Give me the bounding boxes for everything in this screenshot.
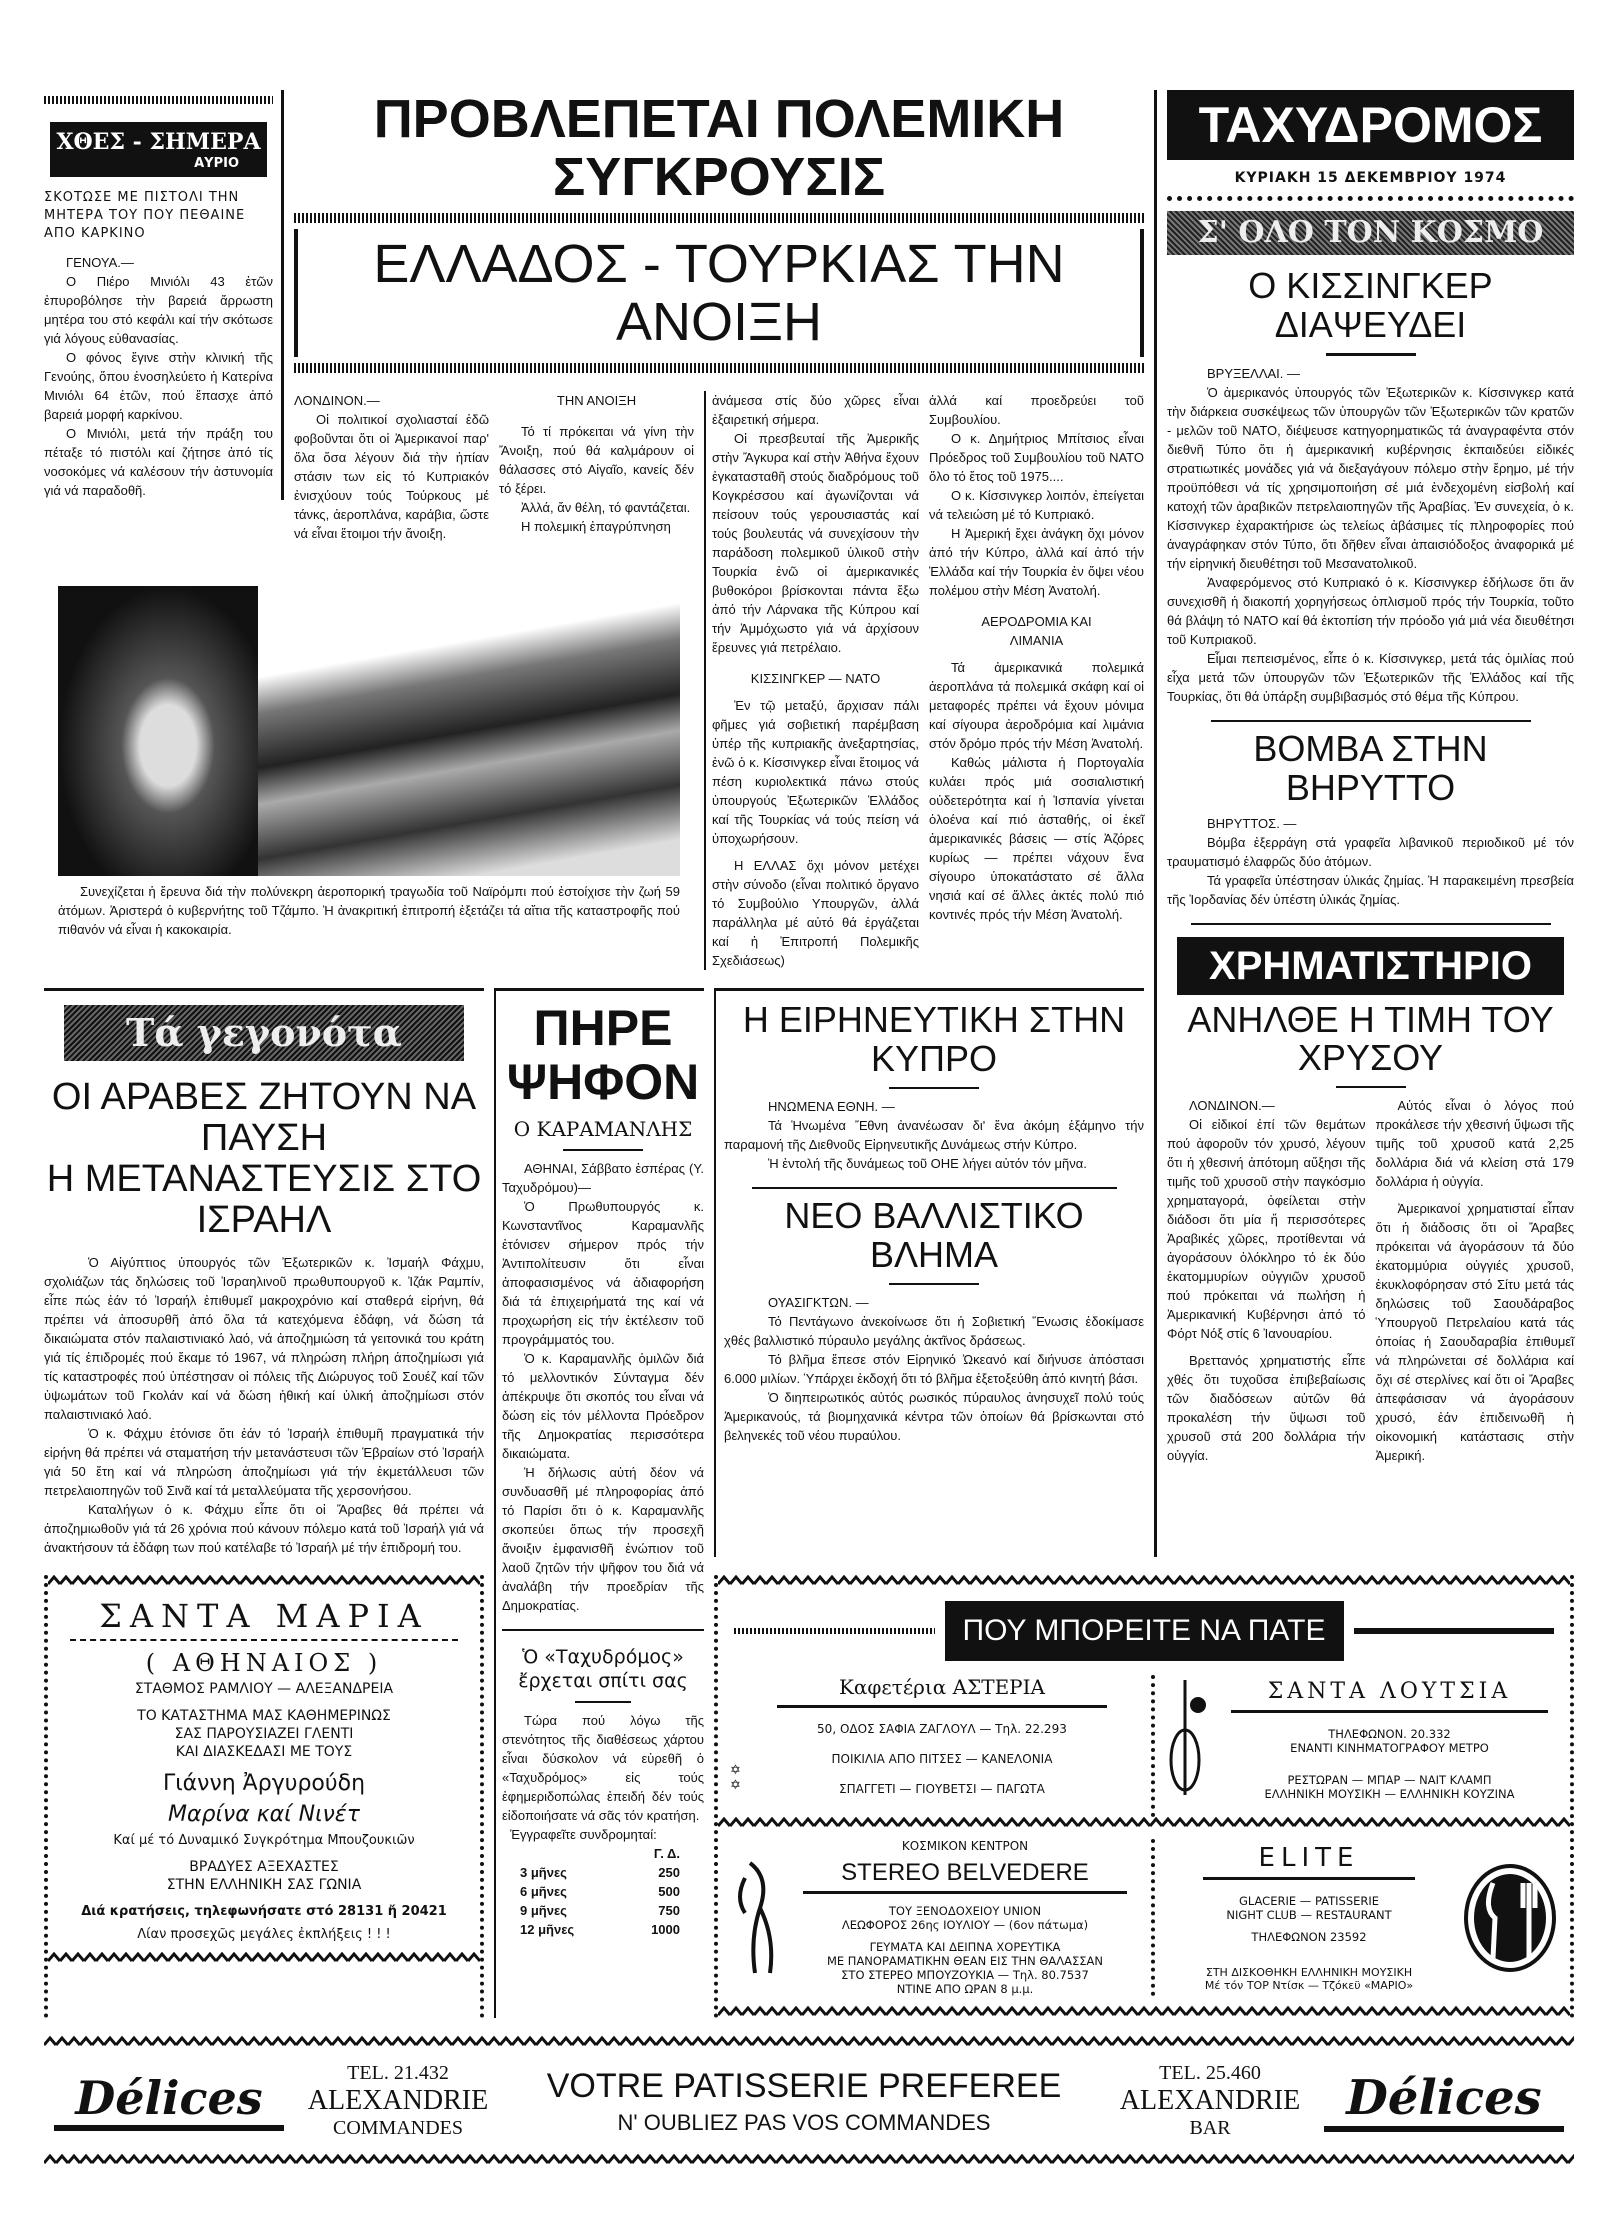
asteria-line: ΠΟΙΚΙΛΙΑ ΑΠΟ ΠΙΤΣΕΣ — ΚΑΝΕΛΟΝΙΑ — [831, 1752, 1053, 1767]
belvedere-address: ΛΕΩΦΟΡΟΣ 26ης ΙΟΥΛΙΟΥ — (6ον πάτωμα) — [841, 1918, 1089, 1933]
delices-logo-left: Délices — [54, 2071, 284, 2131]
main-col-4-subhead: ΑΕΡΟΔΡΟΜΙΑ ΚΑΙ ΛΙΜΑΝΙΑ — [981, 614, 1092, 649]
main-col-2 — [499, 391, 694, 536]
where-to-go-ad-border — [718, 1817, 1570, 1829]
where-to-go-ad-border — [718, 1575, 1570, 1587]
cyprus-headline: Η ΕΙΡΗΝΕΥΤΙΚΗ ΣΤΗΝ ΚΥΠΡΟ — [742, 999, 1126, 1080]
stock-exchange-banner-text: ΧΡΗΜΑΤΙΣΤΗΡΙΟ — [1209, 943, 1532, 988]
santa-maria-line: ΚΑΙ ΔΙΑΣΚΕΔΑΣΙ ΜΕ ΤΟΥΣ — [175, 1744, 353, 1761]
elite-line: Μέ τόν ΤΟΡ Ντίσκ — Τζόκεϋ «ΜΑΡΙΟ» — [1204, 1979, 1414, 1993]
plane-wreckage-image — [258, 586, 680, 876]
missile-dateline: ΟΥΑΣΙΓΚΤΩΝ. — — [768, 1294, 869, 1310]
cyprus-body — [724, 1097, 1144, 1173]
column-box-title — [50, 122, 267, 177]
asteria-address: 50, ΟΔΟΣ ΣΑΦΙΑ ΖΑΓΛΟΥΛ — Τηλ. 22.293 — [817, 1722, 1067, 1737]
where-to-go-banner-text: ΠΟΥ ΜΠΟΡΕΙΤΕ ΝΑ ΠΑΤΕ — [962, 1614, 1326, 1648]
main-col-3-paragraph: Η ΕΛΛΑΣ ὄχι μόνον μετέχει στὴν σύνοδο (εἶναι πολιτικό ὄργανο τό Συμβούλιο Υπουργῶν, ἀλλά παράλληλα μέ αὐτό θά ἐργάζεται καί ἡ Ἐπιτροπή Πολεμικῆς Σχεδιάσεως) — [712, 858, 919, 969]
elite-line: ΣΤΗ ΔΙΣΚΟΘΗΚΗ ΕΛΛΗΝΙΚΗ ΜΟΥΣΙΚΗ — [1205, 1966, 1413, 1980]
events-paragraph: Ὁ κ. Φάχμυ ἐτόνισε ὅτι ἐάν τό Ἰσραήλ ἐπιθυμῆ πραγματικά τήν εἰρήνη θά πρέπει νά σταματήση τήν μετανάστευσι τῶν Ἑβραίων στό Ἰσραήλ γιά 50 ἔτη καί νά πληρώση ἀποζημίωσι γιά τήν ἐκμετάλλευσι τῶν πετρελαιοπηγῶν τοῦ Σινᾶ καί τά μεταλλεύματα τῆς χερσονήσου. — [44, 1426, 484, 1499]
main-col-4-paragraph: Ο κ. Κίσσινγκερ λοιπόν, ἐπείγεται νά τελειώση μέ τό Κυπριακό. — [929, 488, 1144, 523]
subscription-cta: Ἐγγραφεῖτε συνδρομηταί: — [510, 1827, 657, 1843]
main-col-1-text: Οἱ πολιτικοί σχολιασταί ἐδῶ φοβοῦνται ὅτι οἱ Ἀμερικανοί παρ' ὅλα ὅσα λέγουν διά τὴν ἠπίαν στάσιν των εἰς τό Κυπριακόν ἐνισχύουν τούς Τούρκους μέ τάνκς, ἀεροπλάνα, καράβια, ὥστε νά εἶναι ἕτοιμοι τήν ἄνοιξη. — [294, 412, 489, 542]
decorative-rule — [294, 213, 1144, 223]
cyprus-paragraph: Ἡ ἐντολή τῆς δυνάμεως τοῦ ΟΗΕ λήγει αὐτόν τόν μῆνα. — [768, 1156, 1087, 1171]
subscription-rate-row — [502, 1863, 704, 1882]
missile-paragraph: Τό Πεντάγωνο ἀνεκοίνωσε ὅτι ἡ Σοβιετική Ἕνωσις ἐδοκίμασε χθές βαλλιστικό πύραυλο μεγάλης ἀκτῖνος δράσεως. — [724, 1313, 1144, 1348]
santa-maria-name: ΣΑΝΤΑ ΜΑΡΙΑ — [99, 1597, 429, 1636]
main-col-2-paragraph: Ἀλλά, ἄν θέλη, τό φαντάζεται. — [521, 500, 691, 516]
belvedere-name: STEREO BELVEDERE — [841, 1859, 1089, 1887]
divider — [752, 1187, 1117, 1189]
left-story-dateline: ΓΕΝΟΥΑ.— — [66, 255, 134, 270]
left-story-paragraph: Ο Μινιόλι, μετά τήν πράξη του πέταξε τό πιστόλι καί ζήτησε ἀπό τίς νοσοκόμες νά καλέσουν τήν ἀστυνομία γιά νά παραδοθῆ. — [44, 426, 273, 498]
events-banner — [64, 1005, 464, 1061]
missile-paragraph: Ὁ διηπειρωτικός αὐτός ρωσικός πύραυλος ἀνησυχεῖ πολύ τούς Ἀμερικανούς, τά βιομηχανικά κέντρα τῶν ὁποίων θά βρίσκωνται στό βεληνεκές τοῦ νέου πυραύλου. — [724, 1389, 1144, 1443]
events-headline-line: Η ΜΕΤΑΝΑΣΤΕΥΣΙΣ ΣΤΟ ΙΣΡΑΗΛ — [46, 1158, 482, 1242]
decorative-rule — [294, 363, 1144, 373]
santa-lucia-name: ΣΑΝΤΑ ΛΟΥΤΣΙΑ — [1267, 1679, 1512, 1705]
gold-paragraph: Αὐτός εἶναι ὁ λόγος πού προκάλεσε τήν χθεσινή ὕψωσι τῆς τιμῆς τοῦ χρυσοῦ κατά 2,25 δολλάρια διά νά κλείση στά 179 δολλάρια ἡ οὐγγία. — [1375, 1098, 1574, 1190]
asteria-name: Καφετέρια ΑΣΤΕΡΙΑ — [838, 1675, 1045, 1700]
elite-line: GLACERIE — PATISSERIE — [1238, 1894, 1380, 1909]
divider — [563, 1149, 643, 1151]
vote-body — [502, 1159, 704, 1615]
beirut-paragraph: Τά γραφεῖα ὑπέστησαν ὑλικάς ζημίας. Ἡ παρακειμένη πρεσβεία τῆς Ἰορδανίας δέν ὑπέστη ὑλικάς ζημίας. — [1167, 872, 1574, 907]
delices-right-city: ALEXANDRIE — [1119, 2085, 1301, 2117]
main-col-2-subhead: ΤΗΝ ΑΝΟΙΞΗ — [556, 393, 637, 409]
rate-period: 3 μῆνες — [520, 1865, 567, 1881]
santa-lucia-location: ΕΝΑΝΤΙ ΚΙΝΗΜΑΤΟΓΡΑΦΟΥ ΜΕΤΡΟ — [1290, 1741, 1489, 1756]
delices-ad-border — [44, 2036, 1574, 2048]
main-col-4-paragraph: Καθώς μάλιστα ἡ Πορτογαλία κυλάει πρός μιά σοσιαλιστική οὐδετερότητα καί ἡ Ἰσπανία γίνεται ὁλοένα καί πιό ἀσταθής, οἱ ἐκεῖ ἀμερικανικές βάσεις — στίς Ἀζόρες κυρίως — πρέπει νάχουν ἕνα σίγουρο ὑποκατάστατο σέ ἄλλα νησιά καί σέ ἄλλες ἀκτές πολύ πιό κοντινές πρός τήν Μέση Ἀνατολή. — [929, 755, 1144, 923]
delices-slogan — [512, 2068, 1096, 2134]
rate-period: 6 μῆνες — [520, 1884, 567, 1900]
left-story-paragraph: Ο Πιέρο Μινιόλι 43 ἐτῶν ἐπυροβόλησε τὴν βαρειά ἄρρωστη μητέρα του στό κεφάλι καί τήν σκότωσε γιά λόγους εὐθανασίας. — [44, 274, 273, 346]
delices-slogan-sub: N' OUBLIEZ PAS VOS COMMANDES — [617, 2109, 991, 2135]
santa-maria-artist: Μαρίνα καί Νινέτ — [168, 1802, 360, 1828]
gold-headline: ΑΝΗΛΘΕ Η ΤΙΜΗ ΤΟΥ ΧΡΥΣΟΥ — [1187, 998, 1554, 1079]
column-box-subtitle: ΑΥΡΙΟ — [194, 156, 239, 171]
missile-paragraph: Τό βλῆμα ἔπεσε στόν Εἰρηνικό Ὠκεανό καί διήνυσε ἀπόστασι 6.000 μιλίων. Ὑπάρχει ἐκδοχή ὅτι τό βλῆμα ἐξετοξεύθη ἀπό κινητή βάσι. — [724, 1351, 1144, 1386]
gold-col-1 — [1167, 1096, 1366, 1465]
delices-ad-frame — [44, 2036, 1574, 2166]
missile-body — [724, 1293, 1144, 1445]
santa-maria-line: ΣΤΗΝ ΕΛΛΗΝΙΚΗ ΣΑΣ ΓΩΝΙΑ — [166, 1877, 362, 1894]
main-col-3-subhead: ΚΙΣΣΙΝΓΚΕΡ — ΝΑΤΟ — [750, 671, 881, 687]
main-col-3-paragraph: ἀνάμεσα στίς δύο χῶρες εἶναι ἐξαιρετική σήμερα. — [712, 393, 919, 428]
events-paragraph: Ὁ Αἰγύπτιος ὑπουργός τῶν Ἐξωτερικῶν κ. Ἰσμαήλ Φάχμυ, σχολιάζων τάς δηλώσεις τοῦ Ἰσραηλινοῦ πρωθυπουργοῦ κ. Ἰζάκ Ραμπίν, εἶπε πώς ἐάν τό Ἰσραήλ ἐπιθυμεῖ μακροχρόνιο καί σταθερά εἰρήνη, θά πρέπει νά ἀποσυρθῆ ἀπό ὅλα τά κατεχόμενα ἐδάφη, νά δώση τά δικαιώματα στόν παλαιστινιακό λαό, νά ἀποζημιώση τά γειτονικά του κράτη γιά τίς ἐπιδρομές πού ἔκαμε τό 1967, νά πληρώση πλήρη ἀποζημίωσι γιά τίς καταστροφές πού ὑπέστησαν οἱ πόλεις τῆς Διώρυγος τοῦ Σουέζ καί τῶν ὑψωμάτων τοῦ Γκολάν καί νά δώση ἠθική καί ὑλική ἀποζημίωσι στόν παλαιστινιακό λαό. — [44, 1255, 484, 1423]
main-col-3 — [704, 391, 919, 970]
asteria-line: ΣΠΑΓΓΕΤΙ — ΓΙΟΥΒΕΤΣΙ — ΠΑΓΩΤΑ — [839, 1782, 1045, 1797]
santa-lucia-line: ΡΕΣΤΩΡΑΝ — ΜΠΑΡ — ΝΑΙΤ ΚΛΑΜΠ — [1287, 1773, 1492, 1788]
santa-lucia-line: ΕΛΛΗΝΙΚΗ ΜΟΥΣΙΚΗ — ΕΛΛΗΝΙΚΗ ΚΟΥΖΙΝΑ — [1264, 1787, 1515, 1802]
delices-right-info — [1110, 2062, 1310, 2140]
subscription-currency: Γ. Δ. — [653, 1846, 680, 1862]
santa-maria-band: Καί μέ τό Δυναμικό Συγκρότημα Μπουζουκιῶν — [113, 1833, 415, 1849]
vote-headline-line: ΠΗΡΕ — [533, 1000, 673, 1057]
delices-left-city: ALEXANDRIE — [307, 2085, 489, 2117]
left-story-paragraph: Ο φόνος ἔγινε στὴν κλινική τῆς Γενούης, ὅπου ἐνοσηλεύετο ἡ Κατερίνα Μινιόλι 64 ἐτῶν, πού ἔπασχε ἀπό βαρειά μορφή καρκίνου. — [44, 350, 273, 422]
pilot-portrait — [58, 586, 258, 876]
divider — [889, 1283, 979, 1285]
main-headline-2: ΕΛΛΑΔΟΣ - ΤΟΥΡΚΙΑΣ ΤΗΝ ΑΝΟΙΞΗ — [294, 229, 1144, 358]
subscription-rate-row — [502, 1882, 704, 1901]
world-banner — [1167, 211, 1574, 255]
vote-paragraph: Ὁ κ. Καραμανλῆς ὁμιλῶν διά τό μελλοντικόν Σύνταγμα δέν ἀπέκρυψε ὅτι σκοπός του εἶναι νά δώση εἰς τόν μέλλοντα Πρόεδρον τῆς Δημοκρατίας περισσότερα δικαιώματα. — [502, 1351, 704, 1462]
divider — [502, 1629, 704, 1631]
subscription-body — [502, 1711, 704, 1939]
gold-paragraph: Βρεττανός χρηματιστής εἶπε χθές ὅτι τυχοῦσα ἐπιβεβαίωσις τῶν διαδόσεων αὐτῶν θά προκαλέση τήν ὕψωσι τοῦ χρυσοῦ στά 200 δολλάρια τήν οὐγγία. — [1167, 1353, 1366, 1464]
subscription-text: Τώρα πού λόγω τῆς στενότητος τῆς διαθέσεως χάρτου εἶναι δύσκολον νά εὑρεθῆ ὁ «Ταχυδρόμος» εἰς τούς ἐφημεριδοπώλας ἐπειδή δέν τούς εἰδοποιήσατε νά σᾶς τόν κρατήση. — [502, 1713, 704, 1824]
dancers-illustration — [730, 1858, 785, 1978]
main-col-3-paragraph: Οἱ πρεσβευταί τῆς Ἀμερικῆς στὴν Ἄγκυρα καί στὴν Ἀθήνα ἔχουν ἐγκατασταθῆ στούς διαδρόμους τοῦ Κογκρέσσου καί ἀγωνίζονται νά πείσουν τούς γερουσιαστάς καί τούς βουλευτάς νά συνεχίσουν τὴν παράδοση πολεμικοῦ ὑλικοῦ στὴν Τουρκία ἐνῶ οἱ ἀμερικανικές βυθοκόροι βρίσκονται πάντα ἔξω ἀπό τήν Λάρνακα τῆς Κύπρου καί τήν Ἀμμόχωστο γιά νά ἀρχίσουν ἔρευνες γιά πετρέλαιο. — [712, 431, 919, 656]
main-col-4-paragraph: Τά ἀμερικανικά πολεμικά ἀεροπλάνα τά πολεμικά σκάφη καί οἱ μεταφορές πρέπει νά ἔχουν μόνιμα καί σίγουρα ἀεροδρόμια καί λιμάνια στόν δρόμο πρός τήν Μέση Ἀνατολή. — [929, 660, 1144, 752]
cyprus-dateline: ΗΝΩΜΕΝΑ ΕΘΝΗ. — — [768, 1099, 895, 1114]
news-photo-block — [44, 586, 694, 939]
delices-right-sub: BAR — [1189, 2117, 1231, 2140]
vote-column — [494, 988, 704, 2018]
rate-period: 12 μῆνες — [520, 1922, 575, 1938]
santa-maria-ad-frame — [44, 1575, 484, 2018]
belvedere-line: ΝΤΙΝΕ ΑΠΟ ΩΡΑΝ 8 μ.μ. — [896, 1982, 1034, 1997]
gold-paragraph: Ἀμερικανοί χρηματισταί εἶπαν ὅτι ἡ διάδοσις ὅτι οἱ Ἄραβες πρόκειται νά ἀγοράσουν τά δύο ἑκατομμύρια οὐγγιές χρυσοῦ, ἐκυκλοφόρησαν στό Σίτυ μετά τάς δηλώσεις τοῦ Σαουδάραβος Ὑπουργοῦ Πετρελαίου κατά τάς ὁποίας ἡ Σαουδαραβία ἐπιθυμεῖ νά πληρώνεται σέ δολλάρια καί ὄχι σέ στερλίνες καί ὅτι οἱ Ἄραβες ἀπεφάσισαν νά ἀγοράσουν χρυσό, ἐάν ἐπιδεινωθῆ ἡ οἰκονομική κατάστασις στὴν Ἀμερική. — [1375, 1201, 1574, 1464]
santa-maria-ad — [48, 1587, 480, 1952]
main-col-4 — [929, 391, 1144, 924]
where-to-go-ad-border — [718, 2006, 1570, 2018]
kissinger-paragraph: Ἀναφερόμενος στό Κυπριακό ὁ κ. Κίσσινγκερ ἐδήλωσε ὅτι ἄν συνεχισθῆ ἡ διακοπή χορηγήσεως ὁπλισμοῦ πρός τήν Τουρκία, τοῦτο θά βλάψη τό ΝΑΤΟ καί θά ἐκτοπίση τήν πρόοδο γιά μιά νέα διευθέτησι τοῦ Κυπριακοῦ. — [1167, 574, 1574, 647]
belvedere-line: ΜΕ ΠΑΝΟΡΑΜΑΤΙΚΗΝ ΘΕΑΝ ΕΙΣ ΤΗΝ ΘΑΛΑΣΣΑΝ — [826, 1954, 1104, 1969]
right-column — [1154, 90, 1574, 1557]
rate-price: 500 — [658, 1884, 680, 1900]
divider — [1191, 923, 1551, 925]
events-headline — [44, 1077, 484, 1241]
vote-paragraph: Ὁ Πρωθυπουργός κ. Κωνσταντῖνος Καραμανλῆς ἐτόνισεν σήμερον πρός τήν Ἀντιπολίτευσιν ὅτι εἶναι ἀποφασισμένος νά ἀδιαφορήση διά τά ἐπιχειρήματά της καί νά προχωρήση εἰς τήν ἐκτέλεσιν τοῦ προγράμματός του. — [502, 1199, 704, 1348]
rate-price: 250 — [658, 1865, 680, 1881]
santa-maria-ad-border — [48, 1952, 480, 1964]
elite-ad — [1151, 1839, 1558, 1996]
subscription-rates — [502, 1863, 704, 1939]
santa-maria-ad-border — [48, 1575, 480, 1587]
elite-line: NIGHT CLUB — RESTAURANT — [1226, 1908, 1392, 1923]
rate-price: 750 — [658, 1903, 680, 1919]
beirut-paragraph: Βόμβα ἐξερράγη στά γραφεῖα λιβανικοῦ περιοδικοῦ μέ τόν τραυματισμό ἐλαφρῶς δύο ἀτόμων. — [1167, 834, 1574, 869]
santa-maria-promo: Λίαν προσεχῶς μεγάλες ἐκπλήξεις ! ! ! — [137, 1927, 391, 1943]
world-banner-text: Σ' ΟΛΟ ΤΟΝ ΚΟΣΜΟ — [1197, 215, 1544, 250]
vote-headline-line: ΨΗΦΟΝ — [506, 1054, 700, 1111]
santa-maria-phone: Διά κρατήσεις, τηλεφωνήσατε στό 28131 ἤ 20421 — [81, 1904, 447, 1920]
masthead — [1167, 90, 1574, 160]
delices-left-tel: TEL. 21.432 — [347, 2062, 449, 2085]
cutlery-icon — [1463, 1863, 1558, 1973]
belvedere-ad — [730, 1839, 1137, 1996]
news-photo — [58, 586, 680, 876]
kissinger-paragraph: Εἶμαι πεπεισμένος, εἶπε ὁ κ. Κίσσινγκερ, μετά τάς ὁμιλίας πού εἶχα μετά τῶν ὑπουργῶν τῶν Ἐξωτερικῶν τῆς Ἑλλάδος καί τῆς Τουρκίας, ὅτι θά ὑπάρξη συμβιβασμός στό θέμα τῆς Κύπρου. — [1167, 650, 1574, 704]
divider — [1326, 353, 1416, 356]
events-body — [44, 1253, 484, 1557]
divider — [575, 1701, 631, 1703]
main-col-1-dateline: ΛΟΝΔΙΝΟΝ.— — [294, 393, 380, 409]
where-to-go-header — [718, 1587, 1570, 1675]
masthead-title: ΤΑΧΥΔΡΟΜΟΣ — [1198, 97, 1543, 153]
left-story-headline: ΣΚΟΤΩΣΕ ΜΕ ΠΙΣΤΟΛΙ ΤΗΝ ΜΗΤΕΡΑ ΤΟΥ ΠΟΥ ΠΕΘΑΙΝΕ ΑΠΟ ΚΑΡΚΙΝΟ — [44, 190, 246, 241]
main-col-4-paragraph: ἀλλά καί προεδρεύει τοῦ Συμβουλίου. — [929, 393, 1144, 428]
events-headline-line: ΟΙ ΑΡΑΒΕΣ ΖΗΤΟΥΝ ΝΑ ΠΑΥΣΗ — [51, 1076, 477, 1160]
delices-ad-border — [44, 2154, 1574, 2166]
santa-maria-line: ΤΟ ΚΑΤΑΣΤΗΜΑ ΜΑΣ ΚΑΘΗΜΕΡΙΝΩΣ — [137, 1708, 391, 1725]
main-col-2-paragraph: Η πολεμική ἐπαγρύπνηση — [521, 519, 671, 535]
where-to-go-listings-2 — [718, 1829, 1570, 2006]
subscription-rate-row — [502, 1920, 704, 1939]
rate-period: 9 μῆνες — [520, 1903, 567, 1919]
gold-columns — [1167, 1096, 1574, 1465]
main-col-2-paragraph: Τό τί πρόκειται νά γίνη τὴν Ἄνοιξη, πού θά καλμάρουν οἱ θάλασσες στό Αἰγαῖο, κανείς δέν τό ξέρει. — [499, 424, 694, 497]
main-headline-1: ΠΡΟΒΛΕΠΕΤΑΙ ΠΟΛΕΜΙΚΗ ΣΥΓΚΡΟΥΣΙΣ — [373, 89, 1065, 208]
kissinger-dateline: ΒΡΥΞΕΛΛΑΙ. — — [1207, 365, 1301, 381]
subscription-rate-row — [502, 1901, 704, 1920]
main-col-1 — [294, 391, 489, 543]
gold-col-2 — [1376, 1096, 1575, 1465]
issue-date: ΚΥΡΙΑΚΗ 15 ΔΕΚΕΜΒΡΙΟΥ 1974 — [1167, 170, 1574, 201]
gold-dateline: ΛΟΝΔΙΝΟΝ.— — [1189, 1098, 1275, 1114]
delices-ad — [44, 2048, 1574, 2154]
cyprus-missile-section — [714, 988, 1144, 1557]
decorative-rule — [44, 96, 273, 104]
beirut-headline: ΒΟΜΒΑ ΣΤΗΝ ΒΗΡΥΤΤΟ — [1253, 727, 1488, 808]
divider — [1336, 1086, 1406, 1088]
elite-phone: ΤΗΛΕΦΩΝΟΝ 23592 — [1251, 1930, 1367, 1945]
belvedere-kicker: ΚΟΣΜΙΚΟΝ ΚΕΝΤΡΟΝ — [901, 1839, 1029, 1854]
main-col-4-paragraph: Ο κ. Δημήτριος Μπίτσιος εἶναι Πρόεδρος τοῦ Συμβουλίου τοῦ ΝΑΤΟ ὅλο τό ἔτος τοῦ 1975.... — [929, 431, 1144, 485]
delices-slogan-text: VOTRE PATISSERIE PREFEREE — [546, 2067, 1062, 2106]
decorative-rule — [734, 1628, 935, 1634]
belvedere-line: ΣΤΟ ΣΤΕΡΕΟ ΜΠΟΥΖΟΥΚΙΑ — Τηλ. 80.7537 — [841, 1968, 1089, 1983]
events-banner-text: Τά γεγονότα — [126, 1010, 402, 1056]
asteria-ad — [730, 1675, 1137, 1817]
events-section — [44, 988, 484, 1557]
divider — [1211, 720, 1531, 722]
vote-dateline: ΑΘΗΝΑΙ, Σάββατο ἑσπέρας (Υ. Ταχυδρόμου)— — [502, 1161, 704, 1196]
vote-subhead: Ο ΚΑΡΑΜΑΝΛΗΣ — [513, 1117, 693, 1142]
kissinger-headline: Ο ΚΙΣΣΙΝΓΚΕΡ ΔΙΑΨΕΥΔΕΙ — [1248, 265, 1493, 345]
delices-logo-right: Délices — [1324, 2070, 1564, 2132]
kissinger-body — [1167, 364, 1574, 706]
beirut-body — [1167, 814, 1574, 909]
column-box-heading: ΧΘΕΣ - ΣΗΜΕΡΑ — [56, 129, 261, 155]
beirut-dateline: ΒΗΡΥΤΤΟΣ. — — [1207, 815, 1297, 831]
left-story-body — [44, 253, 273, 500]
delices-left-sub: COMMANDES — [332, 2117, 464, 2140]
left-column — [44, 90, 284, 500]
missile-headline: ΝΕΟ ΒΑΛΛΙΣΤΙΚΟ ΒΛΗΜΑ — [784, 1195, 1084, 1275]
gold-paragraph: Οἱ εἰδικοί ἐπί τῶν θεμάτων πού ἀφοροῦν τόν χρυσό, λέγουν ὅτι ἡ χθεσινή ἀπότομη αὔξησι τῆς τιμῆς τοῦ χρυσοῦ στὴν παγκόσμιο χρηματαγορά, ὀφείλεται στὴν διάδοσι ὅτι μία ἤ περισσότερες Ἀραβικές χῶρες, προτίθενται νά ἀγοράσουν ὁλόκληρο τό ἐκ δύο ἑκατομμυρίων οὐγγιῶν χρυσοῦ πού πρόκειται νά πωλήση ἡ Ἀμερικανική Κυβέρνησι ἀπό τό Φόρτ Νόξ στίς 6 Ἰανουαρίου. — [1167, 1117, 1366, 1342]
rate-price: 1000 — [651, 1922, 680, 1938]
stock-exchange-banner — [1177, 937, 1564, 995]
events-paragraph: Καταλήγων ὁ κ. Φάχμυ εἶπε ὅτι οἱ Ἄραβες θά πρέπει νά ἀποζημιωθοῦν γιά τά 26 χρόνια πού κάνουν πόλεμο κατά τοῦ Ἰσραήλ γιά νά ἀνακτήσουν τά ἐδάφη των πού κατέλαβε τό Ἰσραήλ μέ τήν ἐπιδρομή του. — [44, 1502, 484, 1556]
subscription-headline: Ὁ «Ταχυδρόμος» ἔρχεται σπίτι σας — [518, 1646, 688, 1693]
photo-caption — [58, 882, 680, 939]
main-col-3-paragraph: Ἐν τῷ μεταξύ, ἄρχισαν πάλι φῆμες γιά σοβιετική παρέμβαση ὑπέρ τῆς κυπριακῆς ἀνεξαρτησίας, ἐνῶ ὁ κ. Κίσσινγκερ εἶναι ἕτοιμος νά πέση κυριολεκτικά πάνω στούς ὑπουργούς Ἐξωτερικῶν Ἑλλάδος καί τῆς Τουρκίας νά τούς πείση νά ὑποχωρήσουν. — [712, 698, 919, 847]
delices-left-info — [298, 2062, 498, 2140]
santa-maria-line: ΒΡΑΔΥΕΣ ΑΞΕΧΑΣΤΕΣ — [189, 1859, 339, 1876]
divider — [889, 1087, 979, 1089]
decorative-rule — [1354, 1628, 1555, 1634]
musician-illustration — [1163, 1675, 1213, 1805]
santa-maria-location: ΣΤΑΘΜΟΣ ΡΑΜΛΙΟΥ — ΑΛΕΞΑΝΔΡΕΙΑ — [134, 1681, 394, 1698]
santa-lucia-ad — [1151, 1675, 1558, 1817]
photo-caption-text: Συνεχίζεται ἡ ἔρευνα διά τὴν πολύνεκρη ἀεροπορική τραγωδία τοῦ Ναϊρόμπι πού ἐστοίχισε τὴν ζωή 59 ἀτόμων. Ἀριστερά ὁ κυβερνήτης τοῦ Τζάμπο. Ἡ ἀνακριτική ἐπιτροπή ἐξετάζει τά αἴτια τῆς καταστροφῆς πού πιθανόν νά εἶναι ἡ κακοκαιρία. — [58, 884, 680, 938]
kissinger-paragraph: Ὁ ἀμερικανός ὑπουργός τῶν Ἐξωτερικῶν κ. Κίσσινγκερ κατά τὴν διάρκεια συσκέψεως τῶν ὑπουργῶν τῶν Ἐξωτερικῶν τῶν κρατῶν - μελῶν τοῦ ΝΑΤΟ, διέψευσε κατηγορηματικῶς τά ἀναγραφέντα στόν διεθνῆ Τύπο ὅτι ἡ ἀμερικανική κυβέρνησις ἐκπαιδεύει εἰδικές στρατιωτικές μονάδες γιά νά διεξαγάγουν πόλεμο στὴν ἔρημο, μέ τήν προϋπόθεσι νά τίς χρησιμοποιήση σέ μιά ἐνδεχομένη εἰσβολή καί κατοχή τῶν ἀραβικῶν πετρελαιοπηγῶν τῆς Ἀραβίας. Ἐν συνεχεία, ὁ κ. Κίσσινγκερ ἐχαρακτήρισε ὡς τελείως ἀβάσιμες τίς πληροφορίες πού ἀναγράφηκαν στόν Τύπο, ὅτι δῆθεν εἶναι ἀπαισιόδοξος ἀναφορικά μέ τήν εἰρηνική διευθέτησι τοῦ Μεσανατολικοῦ. — [1167, 384, 1574, 571]
top-section — [44, 90, 1144, 970]
santa-lucia-phone: ΤΗΛΕΦΩΝΟΝ. 20.332 — [1328, 1727, 1451, 1742]
vote-headline — [502, 1001, 704, 1109]
where-to-go-listings — [718, 1675, 1570, 1817]
santa-maria-sub: ( ΑΘΗΝΑΙΟΣ ) — [145, 1649, 383, 1678]
delices-right-tel: TEL. 25.460 — [1159, 2062, 1261, 2085]
vote-paragraph: Ἡ δήλωσις αὐτή δέον νά συνδυασθῆ μέ πληροφορίας ἀπό τό Παρίσι ὅτι ὁ κ. Καραμανλῆς σκοπεύει ὅπως τήν προσεχῆ ἄνοιξιν ἐμφανισθῆ ἐνώπιον τοῦ λαοῦ ζητῶν τήν ψῆφον του διά νά ἀναλάβη τήν προεδρίαν τῆς Δημοκρατίας. — [502, 1465, 704, 1614]
main-col-4-paragraph: Η Ἀμερική ἔχει ἀνάγκη ὄχι μόνον ἀπό τήν Κύπρο, ἀλλά καί ἀπό τήν Ἑλλάδα καί τήν Τουρκία ἐν ὄψει νέου πολέμου στὴν Μέση Ἀνατολή. — [929, 526, 1144, 599]
elite-name: ELITE — [1258, 1843, 1360, 1874]
star-of-david-icon: ✡ ✡ — [730, 1763, 741, 1794]
cyprus-paragraph: Τά Ἡνωμένα Ἔθνη ἀνανέωσαν δι' ἕνα ἀκόμη ἑξάμηνο τήν παραμονή τῆς Διεθνοῦς Εἰρηνευτικῆς Δυνάμεως στήν Κύπρο. — [724, 1118, 1144, 1152]
main-headlines — [294, 90, 1144, 379]
belvedere-hotel: ΤΟΥ ΞΕΝΟΔΟΧΕΙΟΥ UNION — [888, 1904, 1042, 1919]
belvedere-line: ΓΕΥΜΑΤΑ ΚΑΙ ΔΕΙΠΝΑ ΧΟΡΕΥΤΙΚΑ — [869, 1940, 1061, 1955]
santa-maria-line: ΣΑΣ ΠΑΡΟΥΣΙΑΖΕΙ ΓΛΕΝΤΙ — [174, 1726, 354, 1743]
santa-maria-artist: Γιάννη Ἀργυρούδη — [162, 1771, 366, 1797]
where-to-go-banner — [945, 1601, 1344, 1661]
where-to-go-ad-frame — [714, 1575, 1574, 2018]
